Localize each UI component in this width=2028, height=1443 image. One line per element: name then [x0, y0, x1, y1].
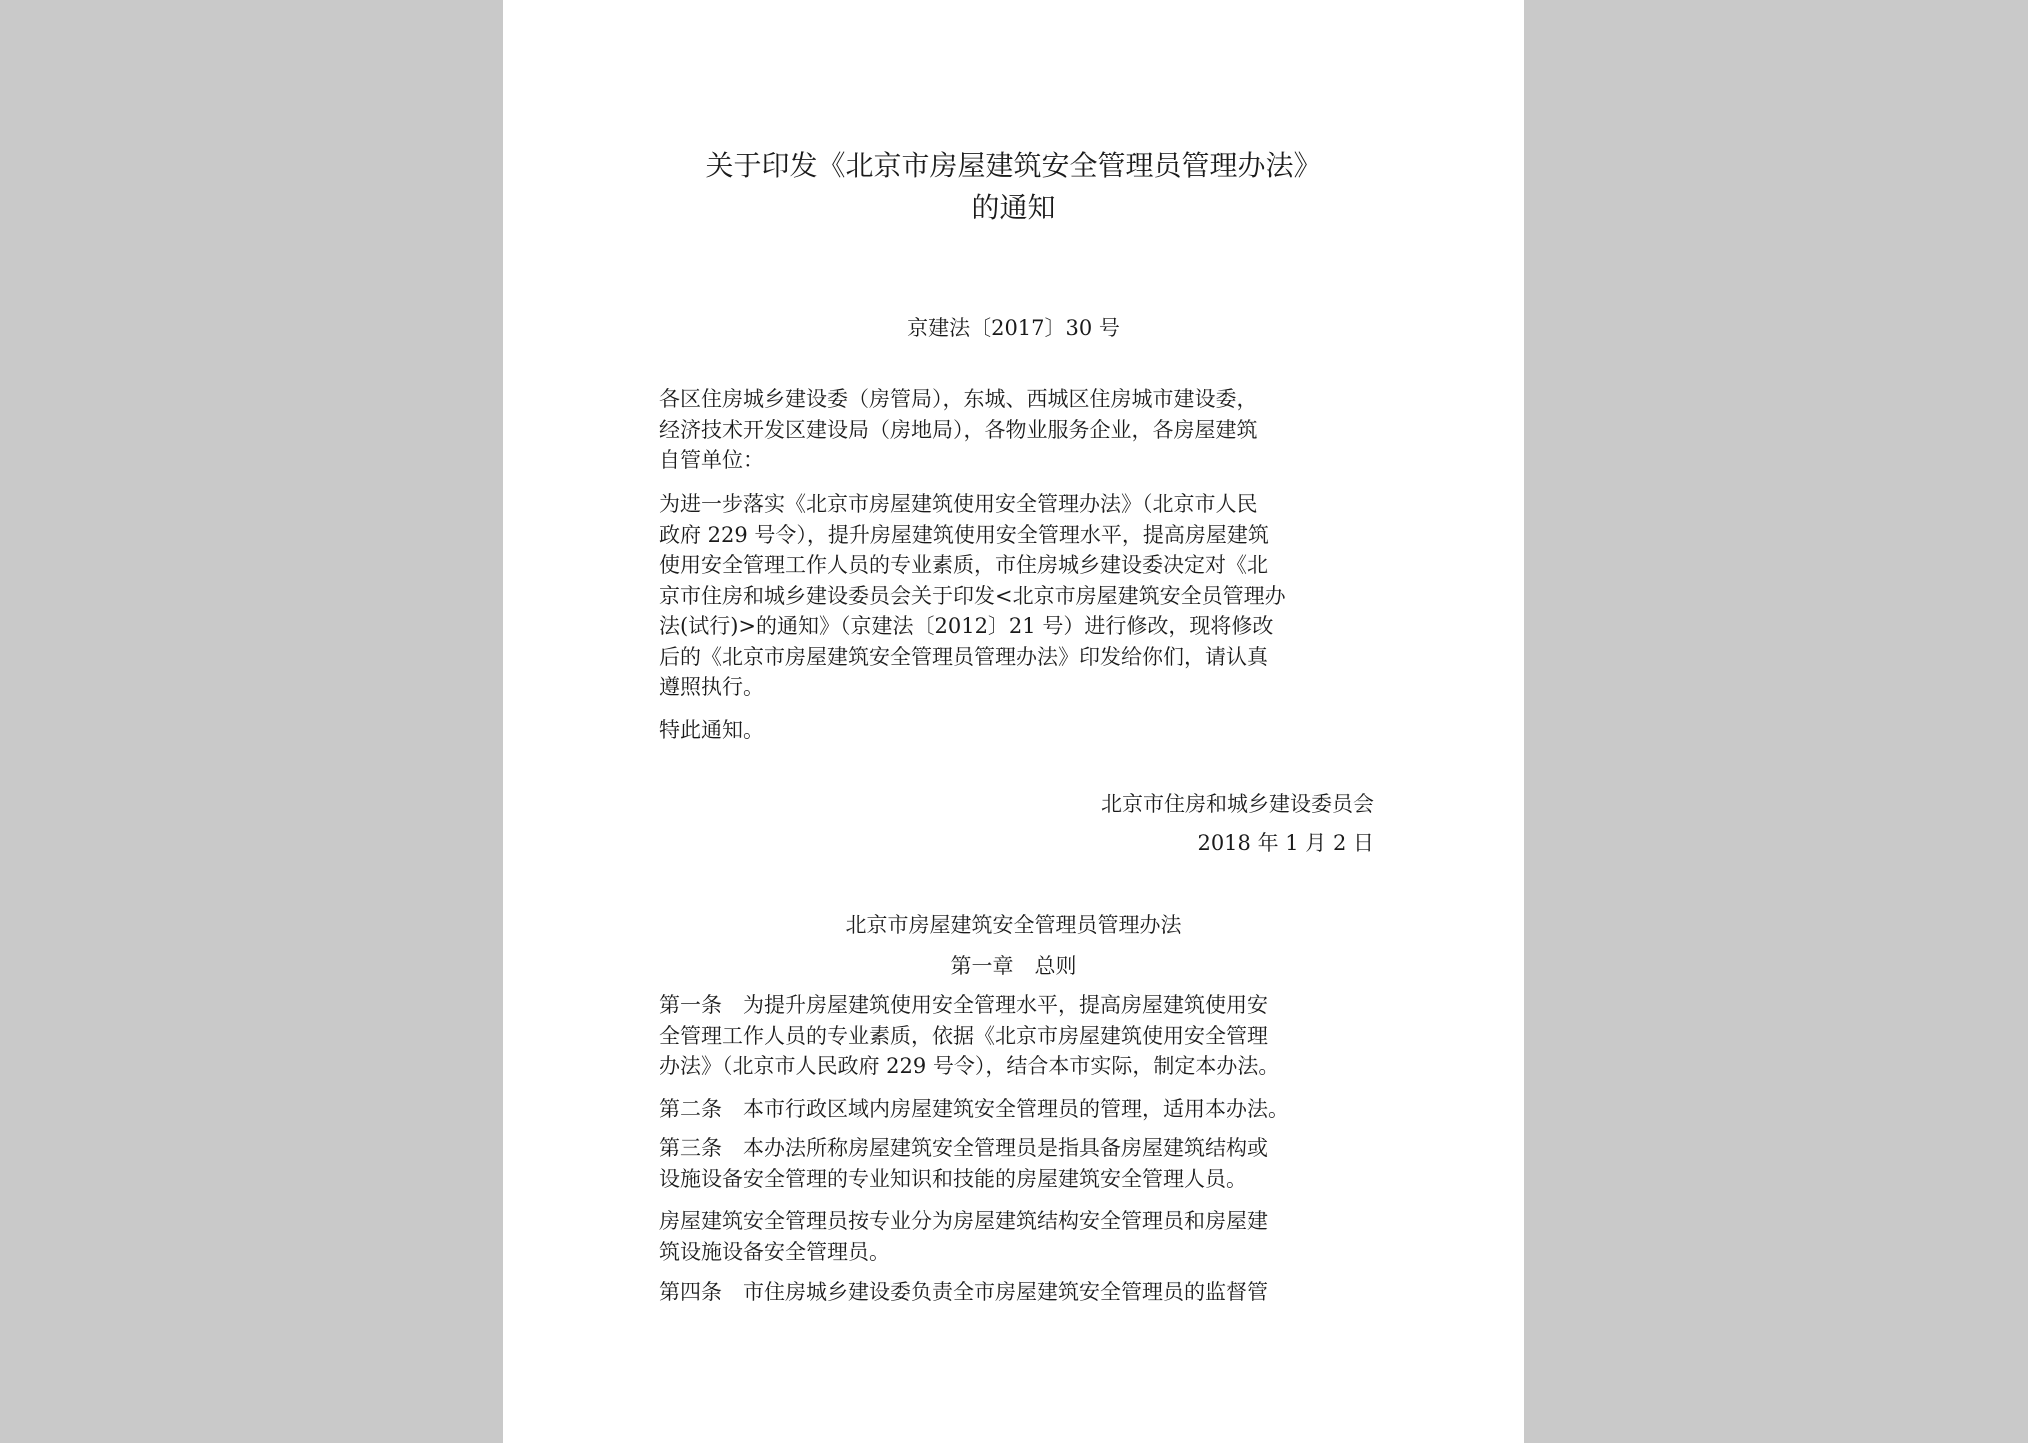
article-2: 第二条 本市行政区域内房屋建筑安全管理员的管理，适用本办法。 — [659, 1097, 1289, 1121]
notice-body-paragraph: 为进一步落实《北京市房屋建筑使用安全管理办法》（北京市人民 政府 229 号令），提升房屋建筑使用安全管理水平，提高房屋建筑 使用安全管理工作人员的专业素质，市住房城乡建设委决定对《北 京市住房和城乡建设委员会关于印发<北京市房屋建筑安全员管理办 法(试行)>的通知》（京建法〔2012〕21 号）进行修改，现将修改 后的《北京市房屋建筑安全管理员管理办法》印发给你们，请认真 遵照执行。 — [659, 492, 1286, 699]
document-page — [503, 0, 1524, 1443]
article-3: 第三条 本办法所称房屋建筑安全管理员是指具备房屋建筑结构或 设施设备安全管理的专业知识和技能的房屋建筑安全管理人员。 — [659, 1136, 1268, 1191]
chapter-heading: 第一章 总则 — [950, 954, 1077, 978]
article-3-continuation: 房屋建筑安全管理员按专业分为房屋建筑结构安全管理员和房屋建 筑设施设备安全管理员。 — [659, 1209, 1268, 1264]
article-4: 第四条 市住房城乡建设委负责全市房屋建筑安全管理员的监督管 — [659, 1280, 1268, 1304]
signature-date: 2018 年 1 月 2 日 — [1197, 831, 1374, 855]
closing-line: 特此通知。 — [659, 718, 764, 742]
document-number: 京建法〔2017〕30 号 — [907, 316, 1120, 340]
notice-title-line-1: 关于印发《北京市房屋建筑安全管理员管理办法》 — [705, 149, 1322, 182]
signature-organization: 北京市住房和城乡建设委员会 — [1101, 792, 1374, 816]
recipients-paragraph: 各区住房城乡建设委（房管局），东城、西城区住房城市建设委， 经济技术开发区建设局（房地局），各物业服务企业，各房屋建筑 自管单位： — [659, 387, 1258, 472]
notice-title-line-2: 的通知 — [971, 191, 1056, 224]
rules-title: 北京市房屋建筑安全管理员管理办法 — [845, 913, 1182, 937]
article-1: 第一条 为提升房屋建筑使用安全管理水平，提高房屋建筑使用安 全管理工作人员的专业素质，依据《北京市房屋建筑使用安全管理 办法》（北京市人民政府 229 号令），结合本市实际，制定本办法。 — [659, 993, 1280, 1078]
